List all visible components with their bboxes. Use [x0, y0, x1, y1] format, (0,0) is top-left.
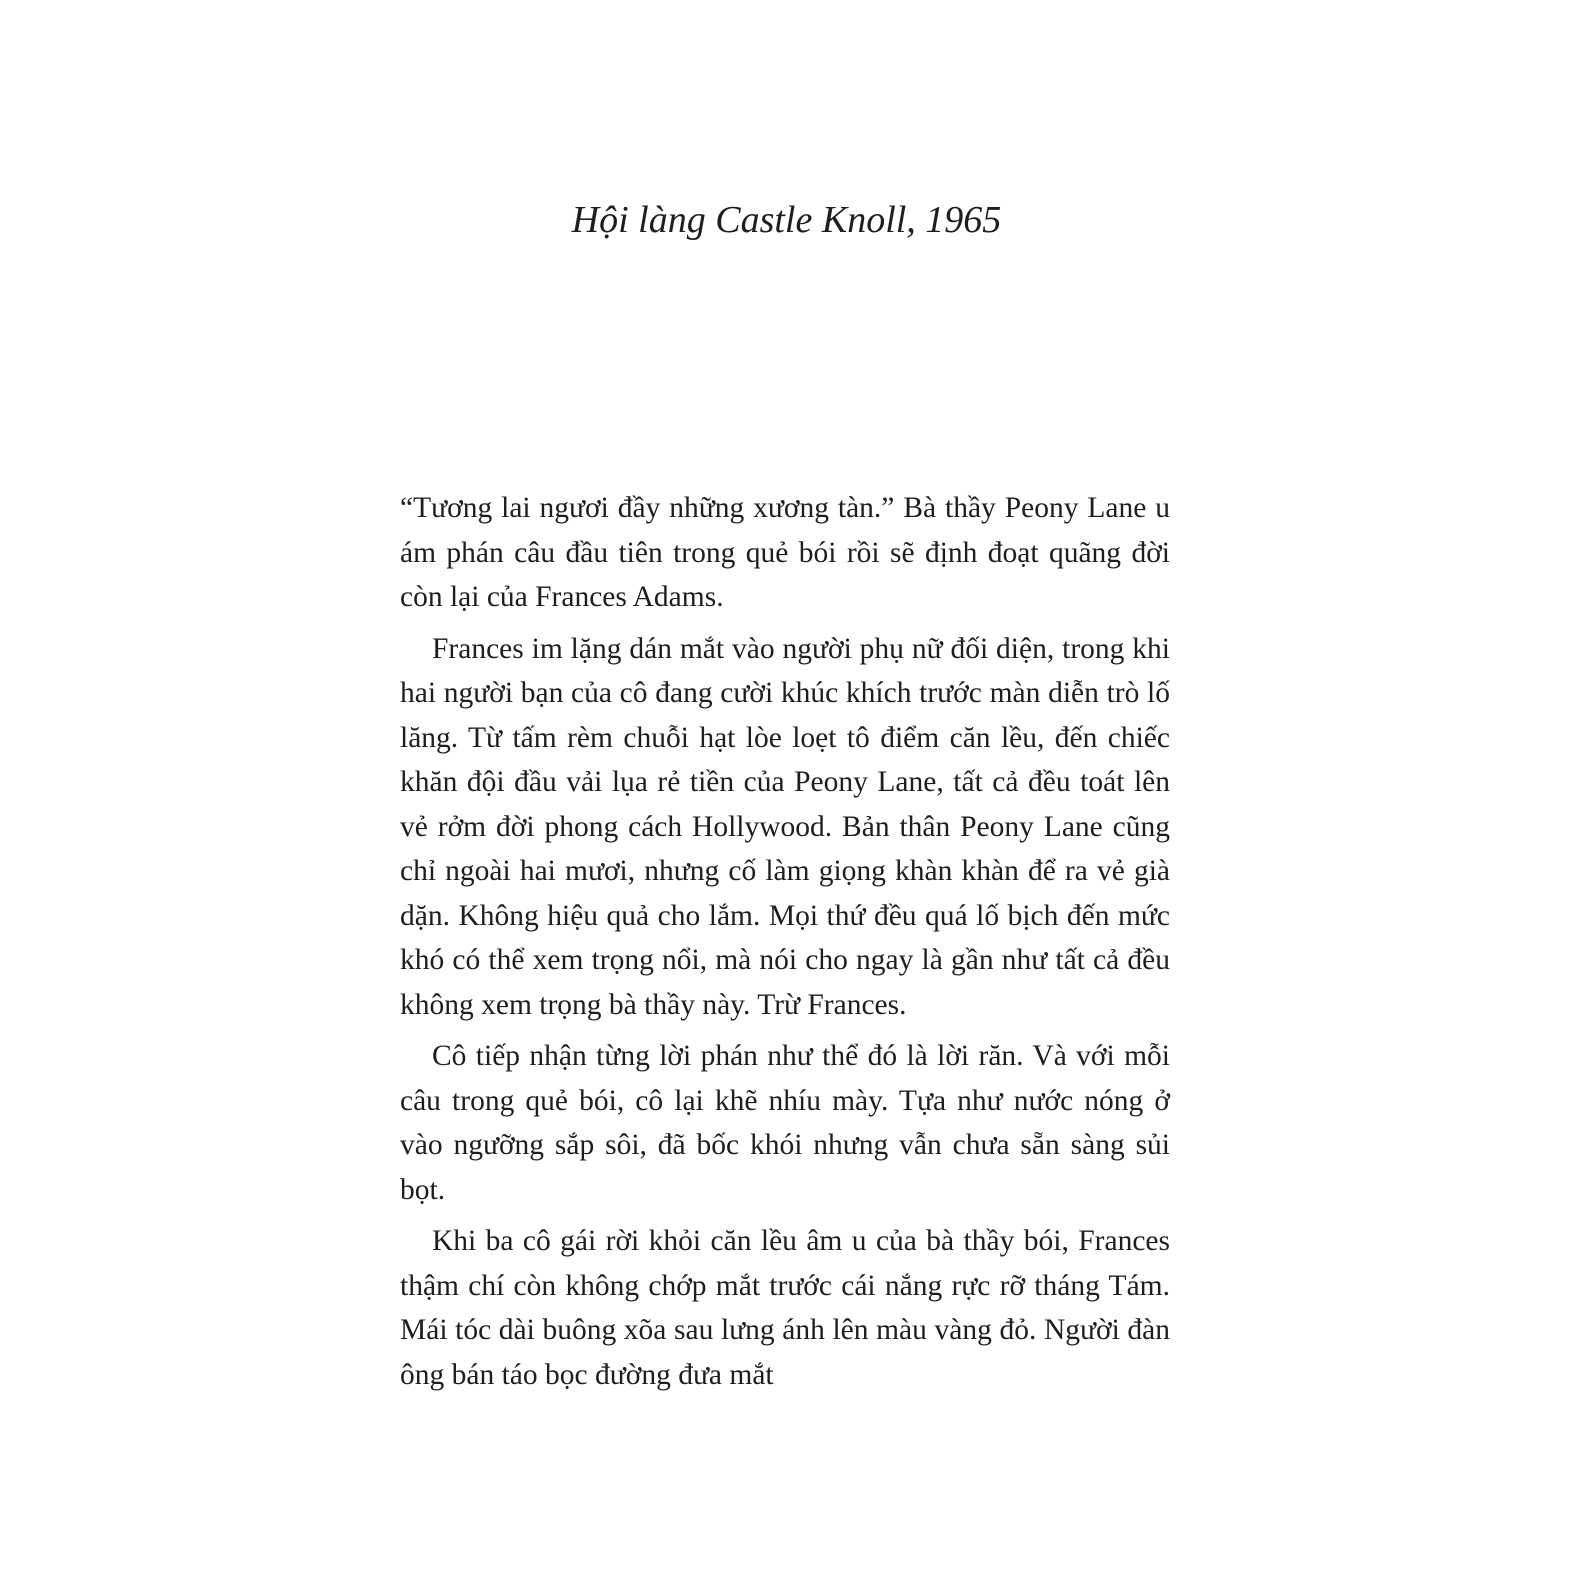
chapter-title: Hội làng Castle Knoll, 1965: [571, 199, 1002, 241]
paragraph-3: Cô tiếp nhận từng lời phán như thể đó là lời răn. Và với mỗi câu trong quẻ bói, cô lại khẽ nhíu mày. Tựa như nước nóng ở vào ngưỡng sắp sôi, đã bốc khói nhưng vẫn chưa sẵn sàng sủi bọt.: [400, 1040, 1170, 1206]
paragraph-1: “Tương lai ngươi đầy những xương tàn.” Bà thầy Peony Lane u ám phán câu đầu tiên trong quẻ bói rồi sẽ định đoạt quãng đời còn lại của Frances Adams.: [400, 492, 1170, 613]
body-text: [400, 486, 1170, 1397]
paragraph-2: Frances im lặng dán mắt vào người phụ nữ đối diện, trong khi hai người bạn của cô đang cười khúc khích trước màn diễn trò lố lăng. Từ tấm rèm chuỗi hạt lòe loẹt tô điểm căn lều, đến chiếc khăn đội đầu vải lụa rẻ tiền của Peony Lane, tất cả đều toát lên vẻ rởm đời phong cách Hollywood. Bản thân Peony Lane cũng chỉ ngoài hai mươi, nhưng cố làm giọng khàn khàn để ra vẻ già dặn. Không hiệu quả cho lắm. Mọi thứ đều quá lố bịch đến mức khó có thể xem trọng nổi, mà nói cho ngay là gần như tất cả đều không xem trọng bà thầy này. Trừ Frances.: [400, 632, 1170, 1021]
paragraph-4: Khi ba cô gái rời khỏi căn lều âm u của bà thầy bói, Frances thậm chí còn không chớp mắt trước cái nắng rực rỡ tháng Tám. Mái tóc dài buông xõa sau lưng ánh lên màu vàng đỏ. Người đàn ông bán táo bọc đường đưa mắt: [400, 1225, 1170, 1391]
